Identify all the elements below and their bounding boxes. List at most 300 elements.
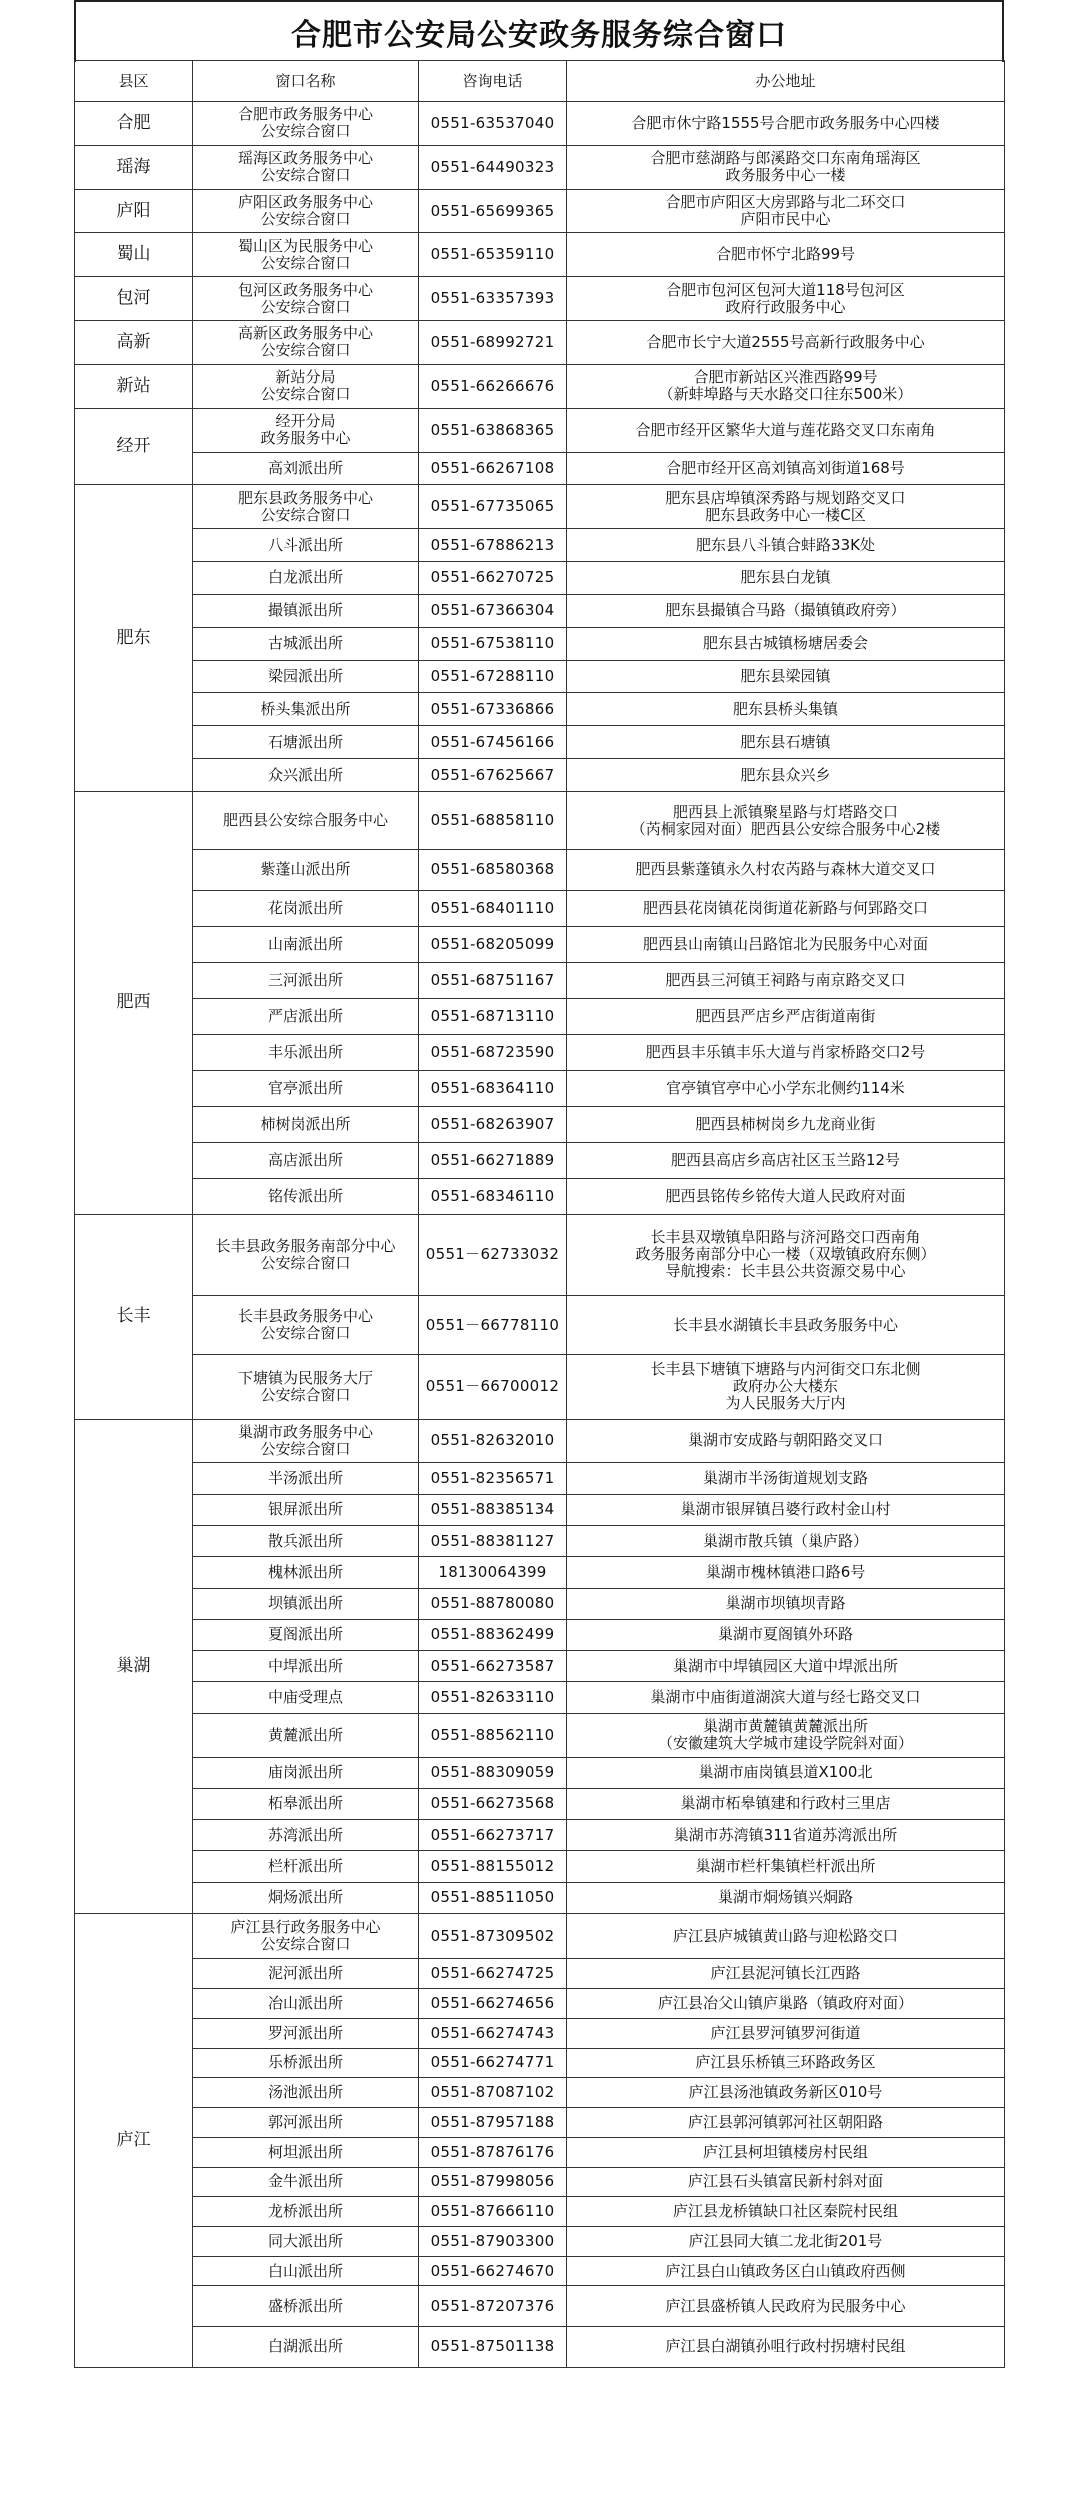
window-name-line: 长丰县政务服务南部分中心 — [215, 1236, 396, 1255]
address-line: 合肥市经开区繁华大道与莲花路交叉口东南角 — [635, 420, 936, 439]
address-line: 合肥市休宁路1555号合肥市政务服务中心四楼 — [631, 113, 940, 132]
table-row — [75, 1557, 1005, 1588]
police-service-table — [74, 60, 1005, 2368]
address-line: 肥西县花岗镇花岗街道花新路与何郢路交口 — [642, 898, 928, 917]
table-row — [75, 1820, 1005, 1851]
table-row — [75, 1713, 1005, 1757]
table-row — [75, 2048, 1005, 2078]
window-name-line: 金牛派出所 — [267, 2172, 343, 2191]
address-cell — [567, 529, 1005, 562]
window-name-cell — [193, 926, 419, 962]
window-name-line: 公安综合窗口 — [260, 1439, 351, 1458]
address-cell — [567, 1034, 1005, 1070]
window-name-cell — [193, 1851, 419, 1882]
address-cell — [567, 1494, 1005, 1525]
window-name-line: 巢湖市政务服务中心 — [237, 1422, 373, 1441]
window-name-line: 合肥市政务服务中心 — [237, 105, 373, 124]
table-header-row — [75, 61, 1005, 102]
window-name-line: 中垾派出所 — [267, 1656, 343, 1675]
window-name-cell — [193, 890, 419, 926]
window-name-line: 夏阁派出所 — [267, 1625, 343, 1644]
phone-cell: 0551-66273717 — [419, 1820, 567, 1851]
table-row — [75, 660, 1005, 693]
window-name-line: 丰乐派出所 — [267, 1042, 343, 1061]
window-name-line: 严店派出所 — [267, 1006, 343, 1025]
county-cell: 长丰 — [75, 1214, 193, 1419]
window-name-line: 汤池派出所 — [267, 2083, 343, 2102]
window-name-cell — [193, 1142, 419, 1178]
window-name-cell — [193, 1682, 419, 1713]
phone-cell: 0551-87998056 — [419, 2167, 567, 2197]
window-name-line: 白龙派出所 — [267, 568, 343, 587]
address-cell — [567, 145, 1005, 189]
window-name-line: 下塘镇为民服务大厅 — [237, 1368, 373, 1387]
window-name-cell — [193, 1713, 419, 1757]
table-row — [75, 189, 1005, 233]
window-name-cell — [193, 485, 419, 529]
window-name-cell — [193, 2078, 419, 2108]
address-line: 庐江县冶父山镇庐巢路（镇政府对面） — [657, 1993, 913, 2012]
address-line: 合肥市庐阳区大房郢路与北二环交口 — [665, 193, 906, 212]
address-line: 巢湖市中庙街道湖滨大道与经七路交叉口 — [650, 1688, 921, 1707]
window-name-cell — [193, 321, 419, 365]
phone-cell: 0551-87903300 — [419, 2226, 567, 2256]
window-name-line: 坝镇派出所 — [267, 1594, 343, 1613]
window-name-line: 公安综合窗口 — [260, 341, 351, 360]
address-line: 庐江县龙桥镇缺口社区秦院村民组 — [672, 2202, 898, 2221]
address-cell — [567, 277, 1005, 321]
address-cell — [567, 2137, 1005, 2167]
phone-cell: 0551-68401110 — [419, 890, 567, 926]
window-name-line: 经开分局 — [275, 412, 336, 431]
address-cell — [567, 189, 1005, 233]
window-name-line: 公安综合窗口 — [260, 210, 351, 229]
window-name-line: 公安综合窗口 — [260, 1324, 351, 1343]
phone-cell: 0551-66274743 — [419, 2018, 567, 2048]
window-name-cell — [193, 1757, 419, 1788]
table-row — [75, 890, 1005, 926]
window-name-cell — [193, 1788, 419, 1819]
address-line: 庐江县盛桥镇人民政府为民服务中心 — [665, 2296, 906, 2315]
address-cell — [567, 1882, 1005, 1913]
phone-cell: 0551-82632010 — [419, 1419, 567, 1463]
phone-cell: 0551-67288110 — [419, 660, 567, 693]
address-cell — [567, 1463, 1005, 1494]
window-name-line: 烔炀派出所 — [267, 1888, 343, 1907]
address-line: 庐江县罗河镇罗河街道 — [710, 2023, 861, 2042]
window-name-cell — [193, 1651, 419, 1682]
window-name-line: 山南派出所 — [267, 934, 343, 953]
window-name-cell — [193, 1619, 419, 1650]
header-phone: 咨询电话 — [419, 61, 567, 102]
table-row — [75, 998, 1005, 1034]
window-name-line: 长丰县政务服务中心 — [237, 1307, 373, 1326]
window-name-cell — [193, 2256, 419, 2286]
address-cell — [567, 452, 1005, 485]
window-name-line: 高新区政务服务中心 — [237, 324, 373, 343]
address-line: 巢湖市苏湾镇311省道苏湾派出所 — [673, 1825, 898, 1844]
address-cell — [567, 102, 1005, 146]
table-row — [75, 1419, 1005, 1463]
window-name-line: 柘皋派出所 — [267, 1794, 343, 1813]
phone-cell: 0551-82356571 — [419, 1463, 567, 1494]
address-line: （安徽建筑大学城市建设学院斜对面） — [657, 1734, 913, 1753]
table-body — [75, 102, 1005, 2368]
address-line: 巢湖市坝镇坝青路 — [725, 1594, 846, 1613]
address-line: 肥东县白龙镇 — [740, 568, 831, 587]
phone-cell: 0551-87207376 — [419, 2286, 567, 2327]
table-row — [75, 1851, 1005, 1882]
address-cell — [567, 1989, 1005, 2019]
address-line: 庐江县乐桥镇三环路政务区 — [695, 2053, 876, 2072]
window-name-line: 散兵派出所 — [267, 1531, 343, 1550]
window-name-cell — [193, 792, 419, 850]
table-row — [75, 529, 1005, 562]
county-cell: 瑶海 — [75, 145, 193, 189]
window-name-line: 官亭派出所 — [267, 1078, 343, 1097]
table-row — [75, 1588, 1005, 1619]
window-name-line: 冶山派出所 — [267, 1993, 343, 2012]
phone-cell: 0551-68364110 — [419, 1070, 567, 1106]
phone-cell: 0551-67336866 — [419, 693, 567, 726]
window-name-line: 龙桥派出所 — [267, 2202, 343, 2221]
county-cell: 新站 — [75, 364, 193, 408]
address-cell — [567, 233, 1005, 277]
table-row — [75, 2167, 1005, 2197]
window-name-cell — [193, 1355, 419, 1419]
window-name-cell — [193, 1419, 419, 1463]
window-name-line: 郭河派出所 — [267, 2112, 343, 2131]
window-name-line: 政务服务中心 — [260, 429, 351, 448]
window-name-line: 肥东县政务服务中心 — [237, 488, 373, 507]
window-name-line: 公安综合窗口 — [260, 297, 351, 316]
address-cell — [567, 364, 1005, 408]
address-cell — [567, 2108, 1005, 2138]
phone-cell: 0551-68263907 — [419, 1106, 567, 1142]
address-cell — [567, 1619, 1005, 1650]
address-line: 合肥市新站区兴淮西路99号 — [693, 368, 878, 387]
table-row — [75, 726, 1005, 759]
window-name-cell — [193, 1178, 419, 1214]
address-line: 政府办公大楼东 — [732, 1377, 838, 1396]
address-cell — [567, 627, 1005, 660]
address-line: 巢湖市银屏镇吕婆行政村金山村 — [680, 1500, 891, 1519]
address-line: 长丰县下塘镇下塘路与内河街交口东北侧 — [650, 1360, 921, 1379]
window-name-line: 白山派出所 — [267, 2261, 343, 2280]
table-row — [75, 1682, 1005, 1713]
address-cell — [567, 2018, 1005, 2048]
window-name-line: 乐桥派出所 — [267, 2053, 343, 2072]
table-row — [75, 2226, 1005, 2256]
phone-cell: 0551-88511050 — [419, 1882, 567, 1913]
window-name-line: 同大派出所 — [267, 2231, 343, 2250]
table-row — [75, 1034, 1005, 1070]
window-name-line: 庐江县行政务服务中心 — [230, 1918, 381, 1937]
phone-cell: 0551-65699365 — [419, 189, 567, 233]
address-line: 巢湖市夏阁镇外环路 — [717, 1625, 853, 1644]
phone-cell: 0551-67886213 — [419, 529, 567, 562]
window-name-line: 高刘派出所 — [267, 458, 343, 477]
address-cell — [567, 1959, 1005, 1989]
table-row — [75, 2327, 1005, 2368]
window-name-line: 公安综合窗口 — [260, 505, 351, 524]
address-cell — [567, 1214, 1005, 1295]
window-name-cell — [193, 102, 419, 146]
phone-cell: 0551-67735065 — [419, 485, 567, 529]
address-cell — [567, 2226, 1005, 2256]
address-line: 官亭镇官亭中心小学东北侧约114米 — [666, 1078, 905, 1097]
window-name-cell — [193, 2286, 419, 2327]
address-line: 肥西县山南镇山吕路馆北为民服务中心对面 — [642, 934, 928, 953]
address-line: 庐江县白山镇政务区白山镇政府西侧 — [665, 2261, 906, 2280]
window-name-line: 三河派出所 — [267, 970, 343, 989]
table-row — [75, 849, 1005, 890]
address-cell — [567, 998, 1005, 1034]
address-line: 巢湖市安成路与朝阳路交叉口 — [687, 1431, 883, 1450]
table-row — [75, 1989, 1005, 2019]
window-name-line: 柿树岗派出所 — [260, 1114, 351, 1133]
phone-cell: 0551-63868365 — [419, 408, 567, 452]
address-line: 合肥市慈湖路与郎溪路交口东南角瑶海区 — [650, 149, 921, 168]
address-line: 庐江县汤池镇政务新区010号 — [688, 2083, 883, 2102]
window-name-cell — [193, 1959, 419, 1989]
address-cell — [567, 759, 1005, 792]
window-name-cell — [193, 594, 419, 627]
window-name-cell — [193, 1989, 419, 2019]
address-line: 巢湖市柘皋镇建和行政村三里店 — [680, 1794, 891, 1813]
window-name-cell — [193, 1588, 419, 1619]
address-line: 肥西县上派镇聚星路与灯塔路交口 — [672, 802, 898, 821]
window-name-cell — [193, 2108, 419, 2138]
table-row — [75, 1214, 1005, 1295]
window-name-cell — [193, 2327, 419, 2368]
window-name-cell — [193, 1882, 419, 1913]
phone-cell: 0551-68580368 — [419, 849, 567, 890]
phone-cell: 0551－66700012 — [419, 1355, 567, 1419]
window-name-cell — [193, 2197, 419, 2227]
window-name-cell — [193, 1557, 419, 1588]
table-row — [75, 1619, 1005, 1650]
address-line: 合肥市包河区包河大道118号包河区 — [666, 280, 905, 299]
window-name-cell — [193, 1525, 419, 1556]
phone-cell: 0551-68205099 — [419, 926, 567, 962]
window-name-cell — [193, 1106, 419, 1142]
phone-cell: 0551-63357393 — [419, 277, 567, 321]
window-name-cell — [193, 1820, 419, 1851]
address-cell — [567, 1419, 1005, 1463]
window-name-cell — [193, 562, 419, 595]
header-county: 县区 — [75, 61, 193, 102]
table-row — [75, 277, 1005, 321]
county-cell: 蜀山 — [75, 233, 193, 277]
address-cell — [567, 1355, 1005, 1419]
window-name-cell — [193, 364, 419, 408]
window-name-cell — [193, 759, 419, 792]
table-row — [75, 1757, 1005, 1788]
address-line: 巢湖市黄麓镇黄麓派出所 — [702, 1717, 868, 1736]
table-row — [75, 1463, 1005, 1494]
window-name-line: 八斗派出所 — [267, 535, 343, 554]
window-name-line: 石塘派出所 — [267, 732, 343, 751]
address-line: 肥西县紫蓬镇永久村农芮路与森林大道交叉口 — [635, 860, 936, 879]
window-name-line: 柯坦派出所 — [267, 2142, 343, 2161]
phone-cell: 0551-66274725 — [419, 1959, 567, 1989]
address-line: 庐阳市民中心 — [740, 210, 831, 229]
table-row — [75, 1651, 1005, 1682]
address-line: 肥西县三河镇王祠路与南京路交叉口 — [665, 970, 906, 989]
address-line: 肥东县桥头集镇 — [732, 699, 838, 718]
phone-cell: 0551-66274656 — [419, 1989, 567, 2019]
address-cell — [567, 2197, 1005, 2227]
address-cell — [567, 1851, 1005, 1882]
table-row — [75, 2108, 1005, 2138]
table-row — [75, 1788, 1005, 1819]
table-row — [75, 1106, 1005, 1142]
phone-cell: 0551-88155012 — [419, 1851, 567, 1882]
window-name-cell — [193, 529, 419, 562]
address-cell — [567, 1651, 1005, 1682]
phone-cell: 0551-88362499 — [419, 1619, 567, 1650]
address-line: 合肥市长宁大道2555号高新行政服务中心 — [646, 332, 925, 351]
table-row — [75, 627, 1005, 660]
address-cell — [567, 660, 1005, 693]
phone-cell: 0551-88381127 — [419, 1525, 567, 1556]
table-row — [75, 1913, 1005, 1958]
address-cell — [567, 1913, 1005, 1958]
address-line: 肥西县严店乡严店街道南街 — [695, 1006, 876, 1025]
page-title: 合肥市公安局公安政务服务综合窗口 — [74, 0, 1004, 62]
address-line: 肥东县石塘镇 — [740, 732, 831, 751]
phone-cell: 0551-68751167 — [419, 962, 567, 998]
address-cell — [567, 2256, 1005, 2286]
phone-cell: 0551-66274771 — [419, 2048, 567, 2078]
address-line: （芮桐家园对面）肥西县公安综合服务中心2楼 — [630, 819, 941, 838]
window-name-line: 新站分局 — [275, 368, 336, 387]
window-name-line: 肥西县公安综合服务中心 — [222, 811, 388, 829]
address-cell — [567, 2167, 1005, 2197]
table-row — [75, 962, 1005, 998]
window-name-cell — [193, 145, 419, 189]
table-row — [75, 1494, 1005, 1525]
window-name-cell — [193, 408, 419, 452]
address-cell — [567, 726, 1005, 759]
window-name-line: 泥河派出所 — [267, 1964, 343, 1983]
table-row — [75, 1525, 1005, 1556]
window-name-line: 紫蓬山派出所 — [260, 860, 351, 879]
address-cell — [567, 562, 1005, 595]
table-row — [75, 233, 1005, 277]
window-name-line: 公安综合窗口 — [260, 122, 351, 141]
address-line: 庐江县白湖镇孙咀行政村拐塘村民组 — [665, 2337, 906, 2356]
table-row — [75, 926, 1005, 962]
address-line: 政务服务中心一楼 — [725, 166, 846, 185]
address-line: 政务服务南部分中心一楼（双墩镇政府东侧） — [635, 1245, 936, 1264]
window-name-line: 撮镇派出所 — [267, 601, 343, 620]
table-row — [75, 759, 1005, 792]
window-name-line: 罗河派出所 — [267, 2023, 343, 2042]
address-cell — [567, 321, 1005, 365]
window-name-line: 铭传派出所 — [267, 1186, 343, 1205]
county-cell: 高新 — [75, 321, 193, 365]
window-name-cell — [193, 2137, 419, 2167]
table-row — [75, 102, 1005, 146]
address-cell — [567, 2327, 1005, 2368]
address-cell — [567, 1820, 1005, 1851]
window-name-cell — [193, 627, 419, 660]
table-row — [75, 1295, 1005, 1354]
phone-cell: 0551-88780080 — [419, 1588, 567, 1619]
header-window-name: 窗口名称 — [193, 61, 419, 102]
window-name-cell — [193, 1494, 419, 1525]
phone-cell: 0551-65359110 — [419, 233, 567, 277]
table-row — [75, 693, 1005, 726]
phone-cell: 0551-67625667 — [419, 759, 567, 792]
table-row — [75, 1882, 1005, 1913]
address-cell — [567, 408, 1005, 452]
table-row — [75, 792, 1005, 850]
window-name-cell — [193, 452, 419, 485]
address-line: 肥西县柿树岗乡九龙商业街 — [695, 1114, 876, 1133]
address-line: 肥东县八斗镇合蚌路33K处 — [696, 535, 875, 554]
phone-cell: 0551-68346110 — [419, 1178, 567, 1214]
table-row — [75, 2018, 1005, 2048]
address-line: 巢湖市烔炀镇兴烔路 — [717, 1888, 853, 1907]
table-row — [75, 1959, 1005, 1989]
address-line: 巢湖市散兵镇（巢庐路） — [702, 1531, 868, 1550]
address-cell — [567, 1557, 1005, 1588]
address-cell — [567, 2286, 1005, 2327]
phone-cell: 0551-64490323 — [419, 145, 567, 189]
window-name-cell — [193, 2167, 419, 2197]
window-name-cell — [193, 726, 419, 759]
address-cell — [567, 693, 1005, 726]
table-row — [75, 2078, 1005, 2108]
window-name-cell — [193, 2226, 419, 2256]
window-name-line: 花岗派出所 — [267, 898, 343, 917]
window-name-line: 白湖派出所 — [267, 2337, 343, 2356]
phone-cell: 0551-88385134 — [419, 1494, 567, 1525]
window-name-line: 黄麓派出所 — [267, 1725, 343, 1744]
address-line: 庐江县柯坦镇楼房村民组 — [702, 2142, 868, 2161]
table-row — [75, 594, 1005, 627]
address-line: 肥东县政务中心一楼C区 — [705, 505, 866, 524]
address-cell — [567, 594, 1005, 627]
phone-cell: 0551-87666110 — [419, 2197, 567, 2227]
window-name-line: 半汤派出所 — [267, 1468, 343, 1487]
window-name-cell — [193, 660, 419, 693]
address-cell — [567, 2078, 1005, 2108]
address-cell — [567, 926, 1005, 962]
phone-cell: 0551-82633110 — [419, 1682, 567, 1713]
window-name-line: 盛桥派出所 — [267, 2296, 343, 2315]
window-name-line: 公安综合窗口 — [260, 385, 351, 404]
window-name-line: 高店派出所 — [267, 1150, 343, 1169]
address-line: 巢湖市庙岗镇县道X100北 — [698, 1763, 873, 1782]
phone-cell: 0551-67366304 — [419, 594, 567, 627]
address-line: 肥东县店埠镇深秀路与规划路交叉口 — [665, 488, 906, 507]
phone-cell: 0551-66273568 — [419, 1788, 567, 1819]
address-line: 长丰县双墩镇阜阳路与济河路交口西南角 — [650, 1228, 921, 1247]
address-cell — [567, 1682, 1005, 1713]
window-name-cell — [193, 1034, 419, 1070]
window-name-cell — [193, 693, 419, 726]
address-line: 庐江县庐城镇黄山路与迎松路交口 — [672, 1926, 898, 1945]
phone-cell: 0551-66266676 — [419, 364, 567, 408]
county-cell: 庐江 — [75, 1913, 193, 2367]
address-cell — [567, 1106, 1005, 1142]
table-row — [75, 1178, 1005, 1214]
window-name-line: 古城派出所 — [267, 634, 343, 653]
